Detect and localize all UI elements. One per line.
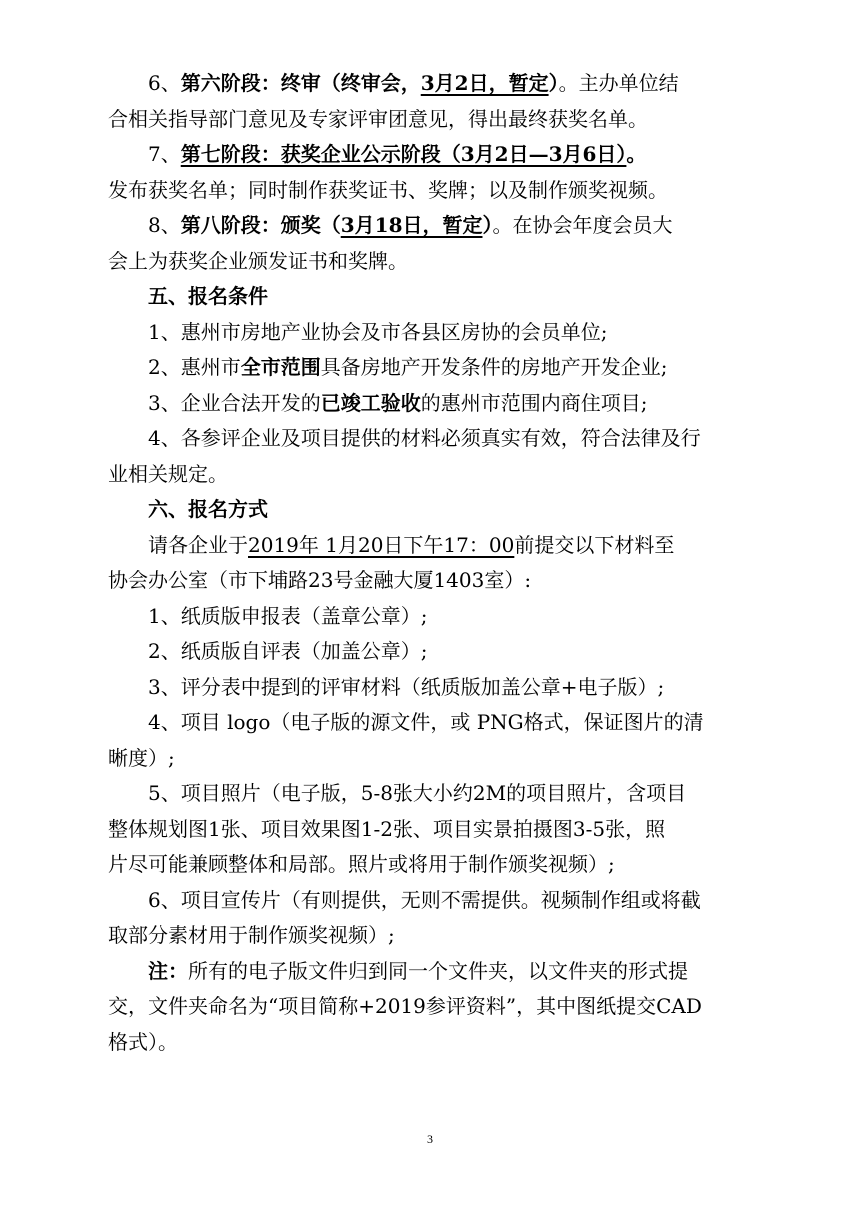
stage-6-text: 。主办单位结: [558, 71, 679, 95]
stage-8-line: [108, 208, 778, 244]
section-6-intro: [108, 528, 778, 564]
stage-6-number: 6、: [148, 71, 181, 95]
section-5-item-3-prefix: 3、企业合法开发的: [148, 390, 321, 415]
section-6-intro-suffix: 前提交以下材料至: [514, 532, 675, 557]
section-6-item-6-continued: 取部分素材用于制作颁奖视频）;: [108, 923, 395, 947]
section-5-item-3-suffix: 的惠州市范围内商住项目;: [420, 390, 648, 415]
section-6-intro-continued: 协会办公室（市下埔路23号金融大厦1403室）:: [108, 568, 532, 592]
section-6-note-continued: 交，文件夹命名为“项目简称+2019参评资料”，其中图纸提交CAD: [108, 994, 702, 1018]
section-5-item-4-continued: 业相关规定。: [108, 461, 228, 486]
stage-7-number: 7、: [148, 142, 181, 166]
stage-6-close: ）: [548, 71, 559, 95]
section-5-item-2-emphasis: 全市范围: [240, 355, 321, 379]
section-6-note: [108, 954, 778, 990]
section-5-item-2-suffix: 具备房地产开发条件的房地产开发企业;: [320, 355, 668, 379]
stage-8-number: 8、: [148, 213, 181, 237]
section-5-item-3-emphasis: 已竣工验收: [320, 390, 421, 415]
section-5-item-4: 4、各参评企业及项目提供的材料必须真实有效，符合法律及行: [148, 426, 701, 450]
page-number: 3: [427, 1132, 433, 1146]
stage-6-line: [108, 66, 778, 102]
stage-6-date: 3月2日，暂定: [420, 71, 549, 95]
section-6-intro-prefix: 请各企业于: [148, 532, 248, 557]
section-6-item-1: 1、纸质版申报表（盖章公章）;: [148, 603, 428, 628]
note-text: 所有的电子版文件归到同一个文件夹，以文件夹的形式提: [188, 958, 688, 983]
section-5-heading: 五、报名条件: [148, 284, 268, 308]
stage-7-period: 。: [626, 142, 647, 166]
note-label: 注：: [148, 958, 188, 983]
stage-7-text-continued: 发布获奖名单；同时制作获奖证书、奖牌；以及制作颁奖视频。: [108, 177, 668, 202]
section-5-item-3: [108, 386, 778, 422]
section-6-item-2: 2、纸质版自评表（加盖公章）;: [148, 639, 428, 663]
section-6-note-continued-2: 格式）。: [108, 1029, 178, 1054]
stage-8-label: 第八阶段：颁奖（: [180, 213, 341, 237]
section-6-item-5-continued-2: 片尽可能兼顾整体和局部。照片或将用于制作颁奖视频）;: [108, 852, 615, 876]
section-6-heading: 六、报名方式: [148, 497, 268, 521]
section-5-item-2: [108, 350, 778, 386]
section-6-item-5-continued: 整体规划图1张、项目效果图1-2张、项目实景拍摄图3-5张，照: [108, 816, 666, 841]
section-6-item-4-continued: 晰度）;: [108, 745, 175, 770]
stage-8-text-continued: 会上为获奖企业颁发证书和奖牌。: [108, 248, 408, 273]
stage-6-text-continued: 合相关指导部门意见及专家评审团意见，得出最终获奖名单。: [108, 106, 648, 131]
stage-8-text: 。在协会年度会员大: [492, 213, 673, 237]
section-5-item-2-prefix: 2、惠州市: [148, 355, 241, 379]
stage-8-close: ）: [482, 213, 493, 237]
section-6-item-6: 6、项目宣传片（有则提供，无则不需提供。视频制作组或将截: [148, 887, 701, 912]
stage-7-line: [108, 137, 778, 173]
section-6-item-4: 4、项目 logo（电子版的源文件，或 PNG格式，保证图片的清: [148, 710, 704, 734]
stage-6-label: 第六阶段：终审（终审会，: [180, 71, 421, 95]
section-6-item-5: 5、项目照片（电子版，5-8张大小约2M的项目照片，含项目: [148, 781, 687, 805]
section-6-item-3: 3、评分表中提到的评审材料（纸质版加盖公章+电子版）;: [148, 674, 665, 699]
stage-8-date: 3月18日，暂定: [340, 213, 483, 237]
stage-7-label: 第七阶段：获奖企业公示阶段（3月2日—3月6日）: [180, 142, 627, 166]
page-body: [108, 66, 778, 1060]
section-5-item-1: 1、惠州市房地产业协会及市各县区房协的会员单位;: [148, 319, 608, 344]
submission-deadline: 2019年 1月20日下午17：00: [248, 532, 515, 557]
